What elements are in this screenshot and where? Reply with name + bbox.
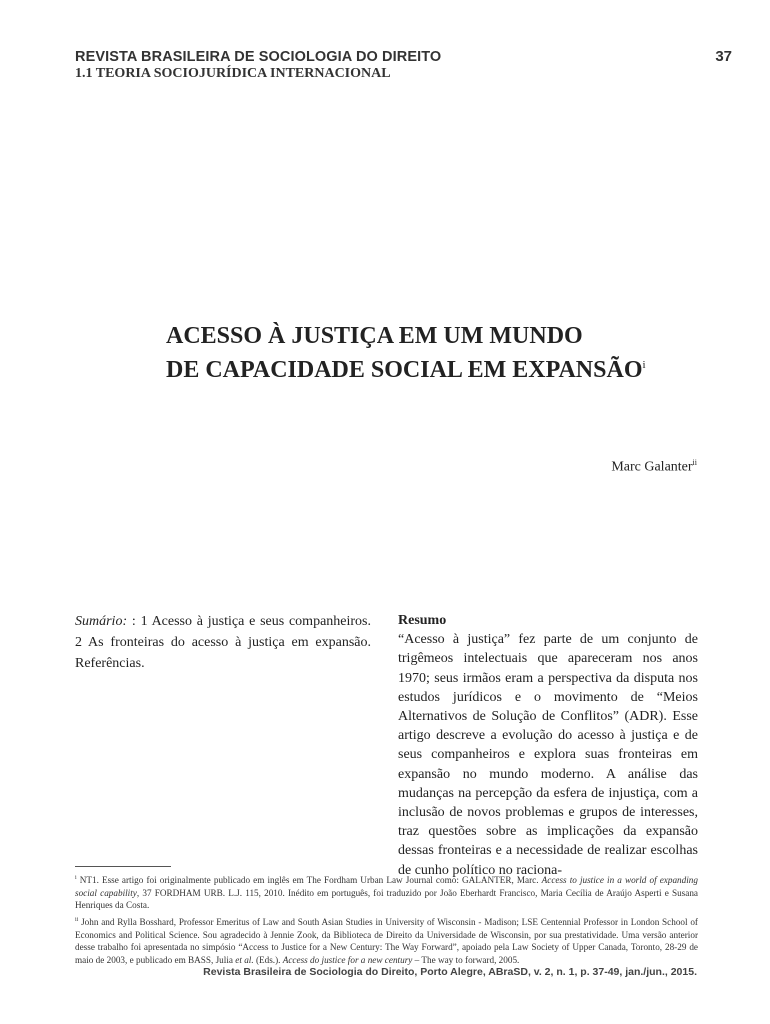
footnote-2-text-a: John and Rylla Bosshard, Professor Emeritus of Law and South Asian Studies in University of Wisconsin - Madison; LSE Centennial Professor in London School of Economics and Political Science. Sou agradecido à Jennie Zook, da Biblioteca de Direito da Universidade de Wisconsin, por sua prestatividade. Uma versão anterior desse trabalho foi apresentada no simpósio “Access to Justice for a New Century: The Way Forward”, apoiado pela Law Society of Upper Canada, Toronto, 28-29 de maio de 2003, e publicado em BASS, Julia <box>75 916 698 965</box>
title-footnote-mark: i <box>642 359 646 371</box>
footnote-1-text-a: NT1. Esse artigo foi originalmente publicado em inglês em The Fordham Urban Law Journal como: GALANTER, Marc. <box>76 875 542 886</box>
author-name <box>611 458 697 476</box>
footnote-2 <box>75 914 698 966</box>
abstract-block <box>398 611 698 880</box>
footnote-1-text-b: , 37 FORDHAM URB. L.J. 115, 2010. Inédito em português, foi traduzido por João Eberhardt Francisco, Maria Cecília de Araújo Asperti e Susana Henriques da Costa. <box>75 887 699 911</box>
summary-label: Sumário: <box>75 614 128 629</box>
summary-text: : 1 Acesso à justiça e seus companheiros. 2 As fronteiras do acesso à justiça em expansão. Referências. <box>75 614 371 671</box>
page-footer-citation: Revista Brasileira de Sociologia do Direito, Porto Alegre, ABraSD, v. 2, n. 1, p. 37-49, jan./jun., 2015. <box>203 966 697 978</box>
running-header-journal: REVISTA BRASILEIRA DE SOCIOLOGIA DO DIREITO <box>75 49 442 65</box>
article-title-line-1: ACESSO À JUSTIÇA EM UM MUNDO <box>166 323 583 349</box>
page-number: 37 <box>715 48 732 65</box>
article-title <box>166 322 726 385</box>
footnote-1-work-title: Access to justice in a world of expanding social capability <box>75 875 698 898</box>
running-header-section: 1.1 TEORIA SOCIOJURÍDICA INTERNACIONAL <box>75 66 391 81</box>
footnote-2-mark: ii <box>75 916 79 923</box>
author-name-text: Marc Galanter <box>611 459 693 475</box>
footnote-1-mark: i <box>75 875 77 881</box>
abstract-text: “Acesso à justiça” fez parte de um conjunto de trigêmeos intelectuais que apareceram nos anos 1970; seus irmãos eram a perspectiva da disputa nos estudos jurídicos e o movimento de “Meios Alternativos de Solução de Conflitos” (ADR). Esse artigo descreve a evolução do acesso à justiça e de seus companheiros e explora suas fronteiras em expansão no mundo moderno. A análise das mudanças na percepção da esfera de injustiça, com a inclusão de novos problemas e grupos de interesses, traz questões sobre as implicações da expansão dessas fronteiras e a necessidade de realizar escolhas de cunho político no raciona- <box>398 632 698 878</box>
footnote-2-text-c: – The way to forward, 2005. <box>412 954 520 965</box>
summary-block <box>75 611 371 674</box>
footnotes <box>75 872 698 968</box>
article-title-line-2 <box>166 351 726 385</box>
abstract-heading: Resumo <box>398 613 447 628</box>
footnote-2-work-title: Access do justice for a new century <box>282 954 413 965</box>
footnote-2-et-al: et al. <box>235 954 254 965</box>
footnote-divider <box>75 866 171 867</box>
article-title-line-2-text: DE CAPACIDADE SOCIAL EM EXPANSÃO <box>166 357 643 383</box>
footnote-2-text-b: (Eds.). <box>253 954 283 965</box>
author-footnote-mark: ii <box>692 458 697 467</box>
footnote-1 <box>75 872 698 912</box>
